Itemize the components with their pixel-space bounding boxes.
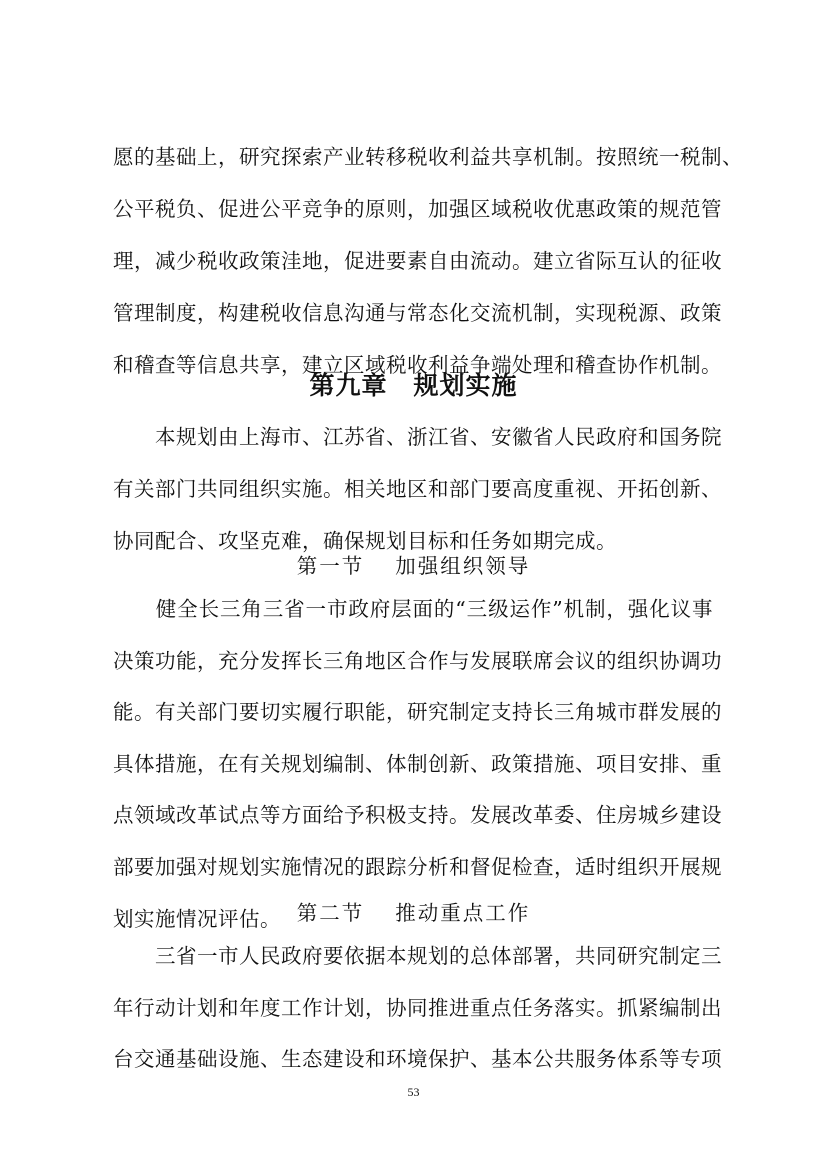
- page-number: 53: [407, 1085, 420, 1099]
- paragraph-line: 部要加强对规划实施情况的跟踪分析和督促检查，适时组织开展规: [113, 855, 722, 879]
- paragraph-line: 健全长三角三省一市政府层面的“三级运作”机制，强化议事: [113, 597, 713, 621]
- paragraph-line: 能。有关部门要切实履行职能，研究制定支持长三角城市群发展的: [113, 700, 722, 724]
- paragraph-line: 本规划由上海市、江苏省、浙江省、安徽省人民政府和国务院: [113, 425, 722, 449]
- paragraph-line: 协同配合、攻坚克难，确保规划目标和任务如期完成。: [113, 529, 617, 553]
- paragraph-line: 公平税负、促进公平竞争的原则，加强区域税收优惠政策的规范管: [113, 197, 722, 221]
- paragraph-line: 理，减少税收政策洼地，促进要素自由流动。建立省际互认的征收: [113, 249, 722, 273]
- paragraph-line: 决策功能，充分发挥长三角地区合作与发展联席会议的组织协调功: [113, 649, 722, 673]
- paragraph-line: 具体措施，在有关规划编制、体制创新、政策措施、项目安排、重: [113, 752, 722, 776]
- paragraph-line: 划实施情况评估。: [113, 907, 281, 931]
- chapter-title: 第九章 规划实施: [309, 371, 518, 400]
- paragraph-line: 年行动计划和年度工作计划，协同推进重点任务落实。抓紧编制出: [113, 996, 722, 1020]
- paragraph-line: 管理制度，构建税收信息沟通与常态化交流机制，实现税源、政策: [113, 301, 722, 325]
- paragraph-line: 愿的基础上，研究探索产业转移税收利益共享机制。按照统一税制、: [113, 145, 743, 169]
- section-title: 第一节 加强组织领导: [296, 554, 531, 578]
- paragraph-line: 点领域改革试点等方面给予积极支持。发展改革委、住房城乡建设: [113, 803, 722, 827]
- paragraph-line: 有关部门共同组织实施。相关地区和部门要高度重视、开拓创新、: [113, 477, 722, 501]
- paragraph-line: 和稽查等信息共享，建立区域税收利益争端处理和稽查协作机制。: [113, 353, 722, 377]
- paragraph-line: 台交通基础设施、生态建设和环境保护、基本公共服务体系等专项: [113, 1047, 722, 1071]
- section-title: 第二节 推动重点工作: [296, 901, 531, 925]
- paragraph-line: 三省一市人民政府要依据本规划的总体部署，共同研究制定三: [113, 944, 722, 968]
